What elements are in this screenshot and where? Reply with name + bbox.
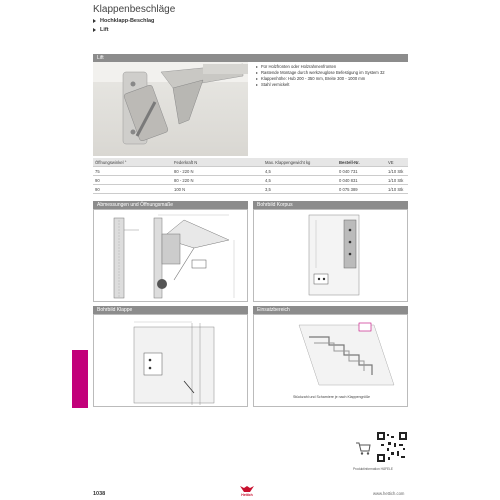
section-bar-application-range: Einsatzbereich bbox=[253, 306, 408, 314]
page-title: Klappenbeschläge bbox=[93, 4, 176, 15]
table-row: 90 80 - 220 N 4,5 0 040 831 1/10 Stk bbox=[93, 176, 408, 185]
flap-drilling-diagram bbox=[94, 315, 249, 408]
breadcrumb-level-2: Lift bbox=[93, 27, 109, 33]
application-range-caption: Stückzahl und Scharniere je nach Klappengröße bbox=[292, 395, 371, 399]
lift-fitting-illustration bbox=[93, 62, 248, 156]
feature-item: Für Holzfronten oder Holzrahmenfronten bbox=[256, 64, 416, 70]
column-header: Federkraft N bbox=[172, 158, 263, 167]
column-header: Max. Klappengewicht kg bbox=[263, 158, 337, 167]
feature-list bbox=[256, 64, 416, 88]
column-header: Bestell-Nr. bbox=[337, 158, 386, 167]
chapter-color-tab bbox=[72, 350, 88, 408]
section-bar-dimensions: Abmessungen und Öffnungsmaße bbox=[93, 201, 248, 209]
feature-item: Klappenhöhe: Hub 200 - 350 mm, Breite 300 - 1000 mm bbox=[256, 76, 416, 82]
cart-icon[interactable] bbox=[354, 439, 372, 457]
section-bar-lift: Lift bbox=[93, 54, 408, 62]
flap-drilling-drawing bbox=[93, 314, 248, 407]
dimensions-drawing bbox=[93, 209, 248, 302]
section-bar-cabinet-drilling: Bohrbild Korpus bbox=[253, 201, 408, 209]
brand-name: Hettich bbox=[241, 493, 253, 497]
feature-item: Stahl vernickelt bbox=[256, 82, 416, 88]
cabinet-drilling-drawing bbox=[253, 209, 408, 302]
product-photo bbox=[93, 62, 248, 156]
application-range-diagram bbox=[254, 315, 409, 395]
breadcrumb-level-1: Hochklapp-Beschlag bbox=[93, 18, 154, 24]
table-row: 75 80 - 220 N 4,5 0 040 731 1/10 Stk bbox=[93, 167, 408, 176]
footer-url[interactable]: www.hettich.com bbox=[373, 491, 405, 496]
column-header: VE bbox=[386, 158, 408, 167]
brand-logo bbox=[236, 486, 258, 498]
qr-code[interactable] bbox=[377, 432, 407, 462]
spec-table bbox=[93, 158, 408, 194]
page-number: 1038 bbox=[93, 491, 106, 497]
column-header: Öffnungswinkel ° bbox=[93, 158, 172, 167]
cabinet-drilling-diagram bbox=[254, 210, 409, 303]
table-row: 90 100 N 3,5 0 075 389 1/10 Stk bbox=[93, 185, 408, 194]
application-range-chart bbox=[253, 314, 408, 407]
dimensions-diagram bbox=[94, 210, 249, 303]
feature-item: Rastende Montage durch werkzeuglose Befestigung im System 32 bbox=[256, 70, 416, 76]
triangle-icon bbox=[93, 28, 96, 32]
table-header-row bbox=[93, 158, 408, 167]
triangle-icon bbox=[93, 19, 96, 23]
section-bar-flap-drilling: Bohrbild Klappe bbox=[93, 306, 248, 314]
qr-label: Produktinformation HÄFELE bbox=[353, 467, 394, 471]
